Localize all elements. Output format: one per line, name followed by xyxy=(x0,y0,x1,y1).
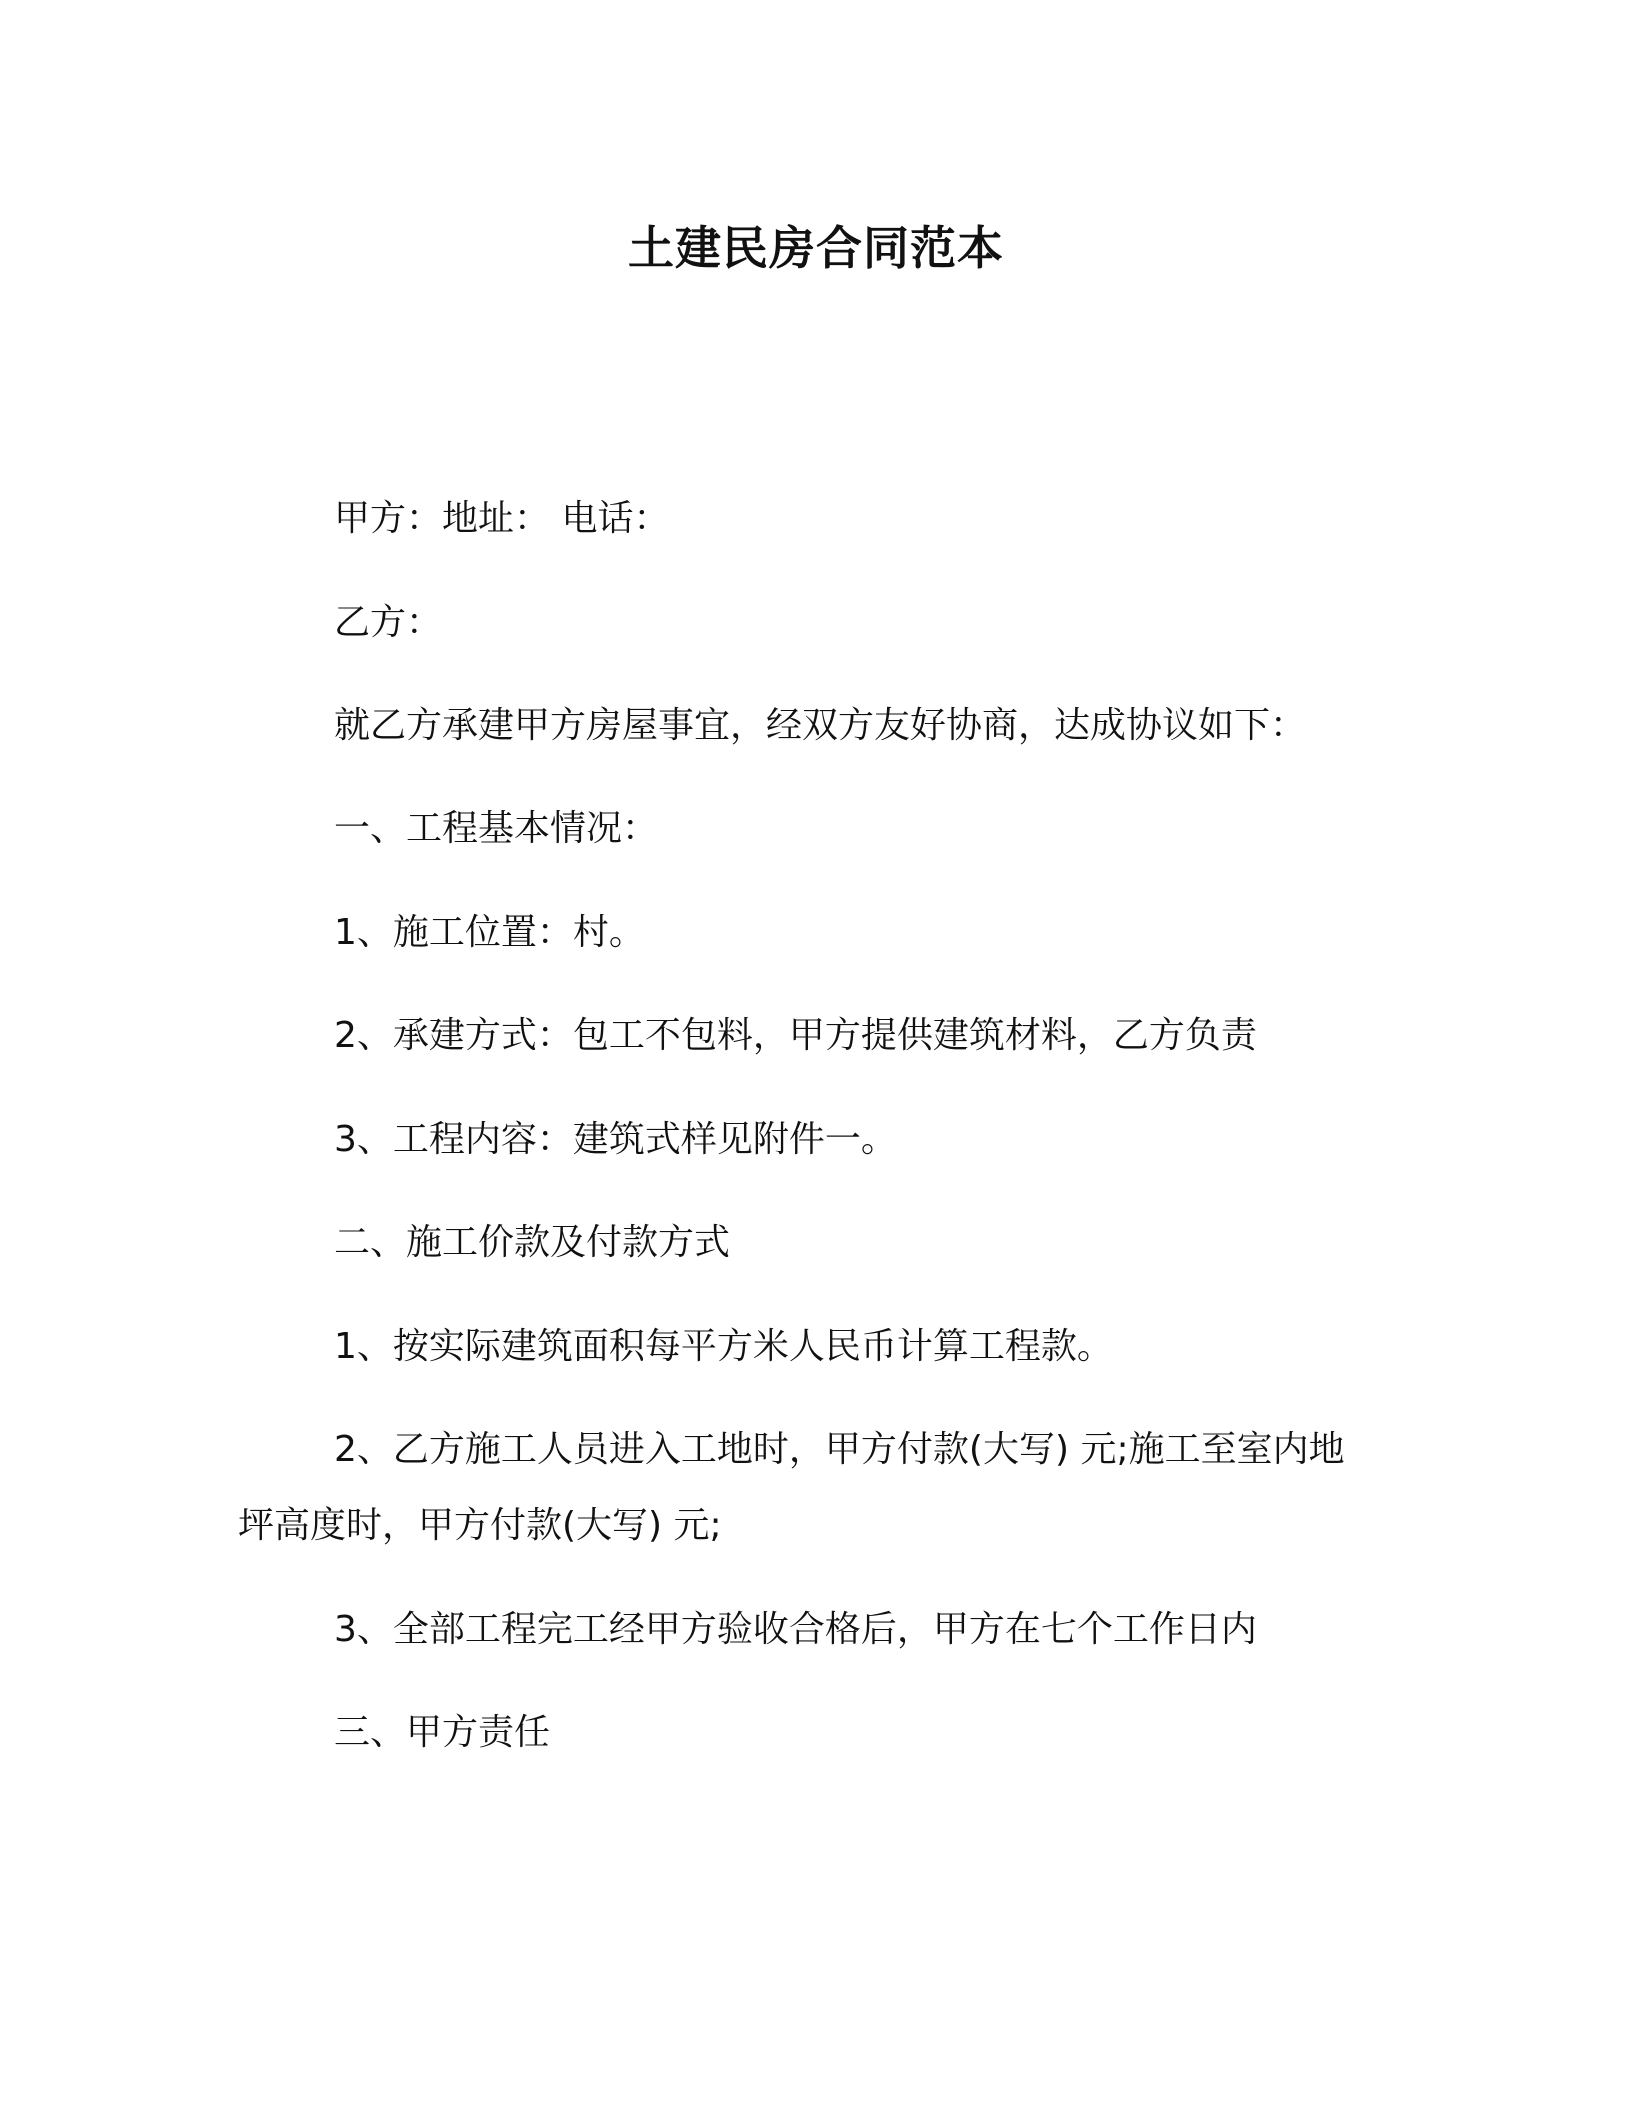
clause-1-2: 2、承建方式：包工不包料，甲方提供建筑材料，乙方负责 xyxy=(334,1015,1257,1056)
clause-1-3: 3、工程内容：建筑式样见附件一。 xyxy=(334,1119,897,1160)
section-2-heading: 二、施工价款及付款方式 xyxy=(334,1222,731,1263)
preamble-line: 就乙方承建甲方房屋事宜，经双方友好协商，达成协议如下： xyxy=(334,705,1307,746)
party-a-line: 甲方：地址： 电话： xyxy=(334,498,670,539)
clause-1-1: 1、施工位置：村。 xyxy=(334,912,645,953)
party-b-line: 乙方： xyxy=(334,602,443,643)
clause-2-3: 3、全部工程完工经甲方验收合格后，甲方在七个工作日内 xyxy=(334,1609,1257,1650)
clause-2-2-continued: 坪高度时，甲方付款(大写) 元; xyxy=(238,1505,722,1546)
clause-2-1: 1、按实际建筑面积每平方米人民币计算工程款。 xyxy=(334,1326,1113,1367)
section-1-heading: 一、工程基本情况： xyxy=(334,808,659,849)
section-3-heading: 三、甲方责任 xyxy=(334,1712,551,1753)
clause-2-2: 2、乙方施工人员进入工地时，甲方付款(大写) 元;施工至室内地 xyxy=(334,1429,1345,1470)
document-title: 土建民房合同范本 xyxy=(628,221,1004,275)
